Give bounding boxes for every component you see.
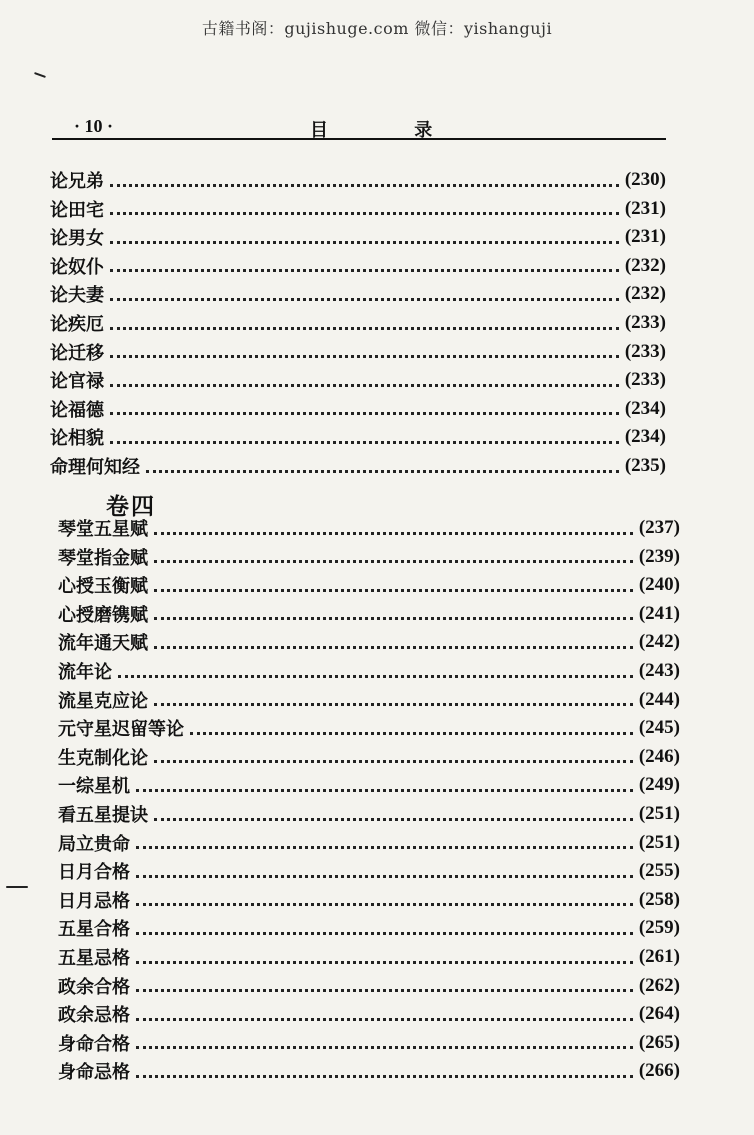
toc-entry [58,571,680,599]
toc-entry-page: (233) [624,340,666,362]
toc-entry [50,452,666,480]
toc-dot-leader [110,184,619,187]
toc-dot-leader [190,732,633,735]
toc-dot-leader [154,760,633,763]
toc-entry [58,829,680,857]
toc-entry-page: (240) [638,574,680,596]
toc-entry [58,686,680,714]
toc-entry-page: (261) [638,946,680,967]
toc-dot-leader [154,818,633,821]
toc-entry-title: 论夫妻 [50,285,104,307]
scan-mark [34,72,46,78]
toc-entry-page: (235) [624,455,666,476]
toc-dot-leader [136,789,633,792]
toc-entry [58,514,680,542]
toc-entry-title: 论官禄 [50,371,104,393]
toc-entry-page: (255) [638,860,680,882]
toc-entry-page: (266) [638,1060,680,1082]
toc-dot-leader [136,846,633,849]
toc-entry [58,600,680,628]
toc-entry [50,423,666,451]
toc-entry-title: 生克制化论 [58,747,148,769]
toc-dot-leader [154,617,633,620]
toc-entry-title: 论男女 [50,228,104,250]
toc-entry-title: 日月忌格 [58,890,130,912]
toc-entry-page: (243) [638,660,680,681]
toc-dot-leader [110,327,619,330]
toc-entry [50,309,666,337]
toc-entry [58,743,680,771]
toc-entry-page: (251) [638,803,680,824]
toc-dot-leader [110,241,619,244]
toc-entry-title: 琴堂五星赋 [58,519,148,540]
toc-entry-title: 流年论 [58,662,112,683]
toc-entry-page: (230) [624,169,666,190]
toc-dot-leader [136,989,633,992]
toc-entry [50,366,666,394]
scan-mark [6,886,28,888]
toc-entry-page: (232) [624,283,666,305]
toc-dot-leader [154,560,633,563]
toc-entry [50,280,666,308]
toc-entry-page: (246) [638,745,680,767]
toc-entry-title: 心授磨镌赋 [58,604,148,626]
toc-dot-leader [110,441,619,444]
toc-entry-title: 论奴仆 [50,256,104,278]
toc-entry-page: (234) [624,397,666,419]
toc-entry-title: 命理何知经 [50,457,140,478]
toc-entry-page: (234) [624,426,666,448]
toc-entry [58,543,680,571]
toc-entry [50,395,666,423]
toc-entry-title: 元守星迟留等论 [58,719,184,741]
toc-entry-title: 心授玉衡赋 [58,576,148,598]
toc-entry-title: 政余忌格 [58,1005,130,1027]
toc-entry-title: 一综星机 [58,776,130,798]
toc-entry-title: 论兄弟 [50,171,104,192]
toc-dot-leader [146,470,619,473]
toc-entry-page: (231) [624,226,666,248]
toc-entry-title: 论相貌 [50,428,104,450]
toc-dot-leader [110,298,619,301]
toc-entry-page: (233) [624,312,666,333]
toc-entry-page: (258) [638,888,680,910]
toc-entry [58,628,680,656]
toc-entry-title: 流星克应论 [58,690,148,712]
toc-entry-page: (265) [638,1031,680,1053]
toc-entry [58,972,680,1000]
page-number: · 10 · [74,116,114,136]
toc-entry-page: (242) [638,631,680,653]
toc-dot-leader [136,1046,633,1049]
toc-dot-leader [154,646,633,649]
toc-entry [58,1029,680,1057]
toc-dot-leader [110,212,619,215]
toc-entry [58,886,680,914]
toc-entry-page: (245) [638,717,680,739]
toc-entry-page: (239) [638,545,680,567]
toc-dot-leader [110,384,619,387]
toc-entry-page: (237) [638,517,680,538]
toc-entry [50,338,666,366]
toc-entry-title: 政余合格 [58,976,130,998]
toc-entry-title: 五星合格 [58,919,130,941]
toc-entry [58,800,680,828]
header-rule [52,138,666,140]
toc-entry-page: (259) [638,917,680,939]
watermark-text: 古籍书阁：gujishuge.com 微信：yishanguji [201,19,553,38]
toc-entry [58,943,680,971]
toc-entry-title: 局立贵命 [58,833,130,855]
toc-entry-page: (249) [638,774,680,796]
toc-entry-title: 身命合格 [58,1033,130,1055]
toc-dot-leader [154,703,633,706]
toc-entry-page: (233) [624,369,666,391]
toc-entry [58,1000,680,1028]
toc-entry-title: 日月合格 [58,862,130,884]
toc-entry-title: 论福德 [50,399,104,421]
toc-entry [50,166,666,194]
toc-entry-page: (231) [624,197,666,219]
toc-entry-title: 琴堂指金赋 [58,547,148,569]
toc-entry [50,195,666,223]
toc-dot-leader [136,875,633,878]
toc-dot-leader [118,675,633,678]
toc-dot-leader [110,412,619,415]
toc-dot-leader [154,589,633,592]
toc-entry-title: 论疾厄 [50,314,104,335]
toc-dot-leader [136,932,633,935]
toc-entry-title: 看五星提诀 [58,805,148,826]
toc-entry-title: 流年通天赋 [58,633,148,655]
toc-entry-page: (241) [638,602,680,624]
toc-dot-leader [136,961,633,964]
toc-entry [58,1057,680,1085]
toc-entry [58,914,680,942]
toc-entry-page: (244) [638,688,680,710]
toc-entry-page: (251) [638,831,680,853]
toc-dot-leader [136,1018,633,1021]
toc-entry-page: (262) [638,974,680,996]
toc-entry [58,657,680,685]
toc-entry [58,771,680,799]
toc-entry [50,252,666,280]
toc-entry-page: (232) [624,254,666,276]
running-title: 目 录 [310,120,473,141]
toc-entry-page: (264) [638,1003,680,1025]
toc-dot-leader [136,903,633,906]
toc-entry [58,857,680,885]
section-heading: 卷四 [106,493,156,520]
toc-entry [58,714,680,742]
toc-entry-title: 论田宅 [50,199,104,221]
toc-entry-title: 五星忌格 [58,948,130,969]
toc-entry-title: 论迁移 [50,342,104,364]
toc-dot-leader [136,1075,633,1078]
toc-dot-leader [154,532,633,535]
toc-dot-leader [110,269,619,272]
toc-entry [50,223,666,251]
toc-dot-leader [110,355,619,358]
toc-entry-title: 身命忌格 [58,1062,130,1084]
